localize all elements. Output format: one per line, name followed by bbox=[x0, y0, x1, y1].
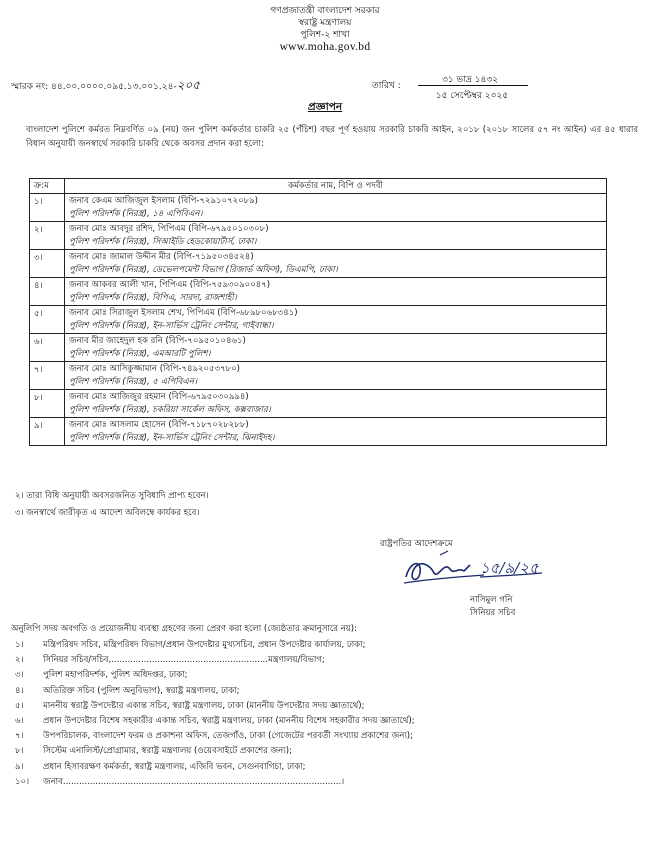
officer-name: জনাব মোঃ আজিজুর রহমান (বিপি-৬৭৯৫০৩০৯৯৪) bbox=[69, 392, 249, 402]
table-row bbox=[30, 222, 607, 250]
list-item bbox=[15, 744, 645, 759]
signatory-designation: সিনিয়র সচিব bbox=[470, 608, 516, 618]
list-item bbox=[15, 638, 645, 653]
copy-number: ৯। bbox=[15, 761, 24, 772]
list-item bbox=[15, 668, 645, 683]
date-english: ১৫ সেপ্টেম্বর ২০২৫ bbox=[435, 91, 509, 101]
officer-post: পুলিশ পরিদর্শক (নিরস্ত্র), চকরিয়া সার্কেল অফিস, কক্সবাজার। bbox=[69, 404, 271, 415]
date-bangla: ৩১ ভাদ্র ১৪৩২ bbox=[441, 75, 499, 85]
list-item bbox=[15, 760, 645, 775]
officer-name: জনাব মোঃ আবদুর রশিদ, পিপিএম (বিপি-৬৭৯৫০১০৩০৮) bbox=[69, 224, 269, 234]
officer-post: পুলিশ পরিদর্শক (নিরস্ত্র), বিপিএ, সারদা, রাজশাহী। bbox=[69, 292, 237, 303]
table-row bbox=[30, 250, 607, 278]
officer-name: জনাব মোঃ সিরাজুল ইসলাম শেখ, পিপিএম (বিপি-৬৮৯৮০৬৮৩৪১) bbox=[69, 308, 298, 318]
officer-name: জনাব আকবর আলী খান, পিপিএম (বিপি-৭৫৯৩০৯০০৪৭) bbox=[69, 280, 271, 290]
point-effective: ৩। জনস্বার্থে জারীকৃত এ আদেশ অবিলম্বে কার্যকর হবে। bbox=[15, 508, 200, 518]
row-officer-info bbox=[65, 194, 607, 222]
copy-number: ৮। bbox=[15, 746, 24, 757]
copy-number: ১০। bbox=[15, 776, 30, 787]
memo-label: স্মারক নং: bbox=[11, 82, 49, 92]
table-row bbox=[30, 418, 607, 446]
row-officer-info bbox=[65, 222, 607, 250]
row-serial: ৪। bbox=[30, 278, 65, 306]
by-order-text: রাষ্ট্রপতির আদেশক্রমে bbox=[380, 539, 453, 549]
officer-post: পুলিশ পরিদর্শক (নিরস্ত্র), ইন-সার্ভিস ট্রেনিং সেন্টার, গাইবান্ধা। bbox=[69, 320, 274, 331]
copy-recipient: সিনিয়র সচিব/সচিব,..........................................................মন্ত্রণালয়/বিভাগ; bbox=[43, 655, 325, 666]
list-item bbox=[15, 729, 645, 744]
copy-recipient: উপপরিচালক, বাংলাদেশ ফরম ও প্রকাশনা অফিস, তেজগাঁও, ঢাকা (গেজেটের পরবর্তী সংখ্যায় প্রকাশের জন্য); bbox=[43, 731, 413, 742]
row-serial: ৯। bbox=[30, 418, 65, 446]
row-officer-info bbox=[65, 390, 607, 418]
date-divider bbox=[418, 85, 528, 86]
letterhead bbox=[0, 5, 650, 53]
govt-name: গণপ্রজাতন্ত্রী বাংলাদেশ সরকার bbox=[270, 6, 380, 16]
copy-recipients-list bbox=[15, 638, 645, 790]
ministry-name: স্বরাষ্ট্র মন্ত্রণালয় bbox=[298, 18, 352, 28]
copy-recipient: সিস্টেম এনালিস্ট/প্রোগ্রামার, স্বরাষ্ট্র মন্ত্রণালয় (ওয়েবসাইটে প্রকাশের জন্য); bbox=[43, 746, 292, 757]
order-points bbox=[15, 488, 209, 522]
copy-recipient: মাননীয় স্বরাষ্ট্র উপদেষ্টার একান্ত সচিব, স্বরাষ্ট্র মন্ত্রণালয়, ঢাকা (মাননীয় উপদেষ্টার সদয় জ্ঞাতার্থে); bbox=[43, 700, 365, 711]
memo-handwritten: ২০৫ bbox=[176, 78, 201, 92]
officer-post: পুলিশ পরিদর্শক (নিরস্ত্র), ডেভেলপমেন্ট বিভাগ (রিজার্ভ অফিস), ডিএমপি, ঢাকা। bbox=[69, 264, 338, 275]
officer-name: জনাব কেএম আজিজুল ইসলাম (বিপি-৭২৯১০৭২০৮৯) bbox=[69, 196, 258, 206]
copy-recipient: প্রধান উপদেষ্টার বিশেষ সহকারীর একান্ত সচিব, স্বরাষ্ট্র মন্ত্রণালয়, ঢাকা (মাননীয় বিশেষ সহকারীর সদয় জ্ঞাতার্থে); bbox=[43, 715, 415, 726]
row-serial: ৭। bbox=[30, 362, 65, 390]
table-row bbox=[30, 390, 607, 418]
officer-name: জনাব মোঃ আসলাম হোসেন (বিপি-৭১৮৭০২৮২৮৮) bbox=[69, 420, 249, 430]
list-item bbox=[15, 684, 645, 699]
signatory-name: নাসিমুল গনি bbox=[470, 595, 513, 605]
officers-table bbox=[29, 178, 607, 446]
point-benefits: ২। তারা বিধি অনুযায়ী অবসরজনিত সুবিধাদি প্রাপ্য হবেন। bbox=[15, 491, 209, 501]
copy-number: ১। bbox=[15, 640, 24, 650]
officer-name: জনাব মোঃ আসিকুজ্জামান (বিপি-৭৪৯২০৫৩৭৮০) bbox=[69, 364, 240, 374]
copy-number: ৫। bbox=[15, 700, 24, 711]
copy-number: ৪। bbox=[15, 685, 24, 696]
row-serial: ৮। bbox=[30, 390, 65, 418]
table-header-row bbox=[30, 179, 607, 194]
officer-header: কর্মকর্তার নাম, বিপি ও পদবী bbox=[65, 179, 607, 194]
copy-number: ৩। bbox=[15, 670, 24, 681]
row-officer-info bbox=[65, 334, 607, 362]
row-officer-info bbox=[65, 362, 607, 390]
row-officer-info bbox=[65, 250, 607, 278]
copy-recipient: পুলিশ মহাপরিদর্শক, পুলিশ অধিদপ্তর, ঢাকা; bbox=[43, 670, 188, 681]
officer-post: পুলিশ পরিদর্শক (নিরস্ত্র), সিআইডি হেডকোয়ার্টার্স, ঢাকা। bbox=[69, 236, 257, 247]
row-serial: ১। bbox=[30, 194, 65, 222]
row-serial: ৫। bbox=[30, 306, 65, 334]
officer-post: পুলিশ পরিদর্শক (নিরস্ত্র), ইন-সার্ভিস ট্রেনিং সেন্টার, ঝিনাইদহ। bbox=[69, 432, 275, 443]
date-label: তারিখ : bbox=[372, 81, 401, 91]
list-item bbox=[15, 699, 645, 714]
section-name: পুলিশ-২ শাখা bbox=[300, 30, 350, 40]
row-serial: ৩। bbox=[30, 250, 65, 278]
list-item bbox=[15, 653, 645, 668]
table-row bbox=[30, 194, 607, 222]
list-item bbox=[15, 714, 645, 729]
officer-post: পুলিশ পরিদর্শক (নিরস্ত্র), ৫ এপিবিএন। bbox=[69, 376, 197, 387]
website-link[interactable]: www.moha.gov.bd bbox=[279, 41, 371, 53]
officer-post: পুলিশ পরিদর্শক (নিরস্ত্র), ১৪ এপিবিএন। bbox=[69, 208, 203, 219]
copy-recipient: জনাব.......................................................................................................। bbox=[43, 776, 345, 787]
officer-post: পুলিশ পরিদর্শক (নিরস্ত্র), এমআরটি পুলিশ। bbox=[69, 348, 211, 359]
officer-name: জনাব মীর জাহেদুল হক রনি (বিপি-৭০৯৫০১০৪৬১) bbox=[69, 336, 246, 346]
signature-scribble bbox=[400, 547, 550, 591]
copy-number: ৬। bbox=[15, 715, 24, 726]
officers-body bbox=[30, 194, 607, 446]
copy-intro-text: অনুলিপি সদয় অবগতি ও প্রয়োজনীয় ব্যবস্থা গ্রহণের জন্য প্রেরণ করা হলো (জ্যেষ্ঠতার ক্রমানুসারে নয়): bbox=[11, 624, 357, 634]
row-officer-info bbox=[65, 418, 607, 446]
copy-number: ২। bbox=[15, 655, 24, 666]
table-row bbox=[30, 362, 607, 390]
list-item bbox=[15, 775, 645, 790]
copy-recipient: প্রধান হিসাবরক্ষণ কর্মকর্তা, স্বরাষ্ট্র মন্ত্রণালয়, এজিবি ভবন, সেগুনবাগিচা, ঢাকা; bbox=[43, 761, 306, 772]
copy-recipient: মন্ত্রিপরিষদ সচিব, মন্ত্রিপরিষদ বিভাগ/প্রধান উপদেষ্টার মুখ্যসচিব, প্রধান উপদেষ্টার কার্যালয়, ঢাকা; bbox=[43, 640, 366, 650]
intro-paragraph: বাংলাদেশ পুলিশে কর্মরত নিম্নবর্ণিত ০৯ (নয়) জন পুলিশ কর্মকর্তার চাকরি ২৫ (পঁচিশ) বছর পূর্ণ হওয়ায় সরকারি চাকরি আইন, ২০১৮ (২০১৮ সালের ৫৭ নং আইন) এর ৪৫ ধারার বিধান অনুযায়ী জনস্বার্থে সরকারি চাকরি থেকে অবসর প্রদান করা হলো: bbox=[26, 125, 638, 149]
row-officer-info bbox=[65, 278, 607, 306]
notification-title: প্রজ্ঞাপন bbox=[307, 101, 343, 113]
row-serial: ২। bbox=[30, 222, 65, 250]
copy-recipient: অতিরিক্ত সচিব (পুলিশ অনুবিভাগ), স্বরাষ্ট্র মন্ত্রণালয়, ঢাকা; bbox=[43, 685, 240, 696]
signature-date: ১৫/৯/২৫ bbox=[480, 559, 539, 577]
row-serial: ৬। bbox=[30, 334, 65, 362]
memo-value: ৪৪.০০.০০০০.০৯৫.১৩.০০১.২৪- bbox=[51, 82, 177, 92]
officer-name: জনাব মোঃ জামাল উদ্দীন মীর (বিপি-৭১৯৫০৩৪৫২৪) bbox=[69, 252, 254, 262]
row-officer-info bbox=[65, 306, 607, 334]
serial-header: ক্র:ম bbox=[30, 179, 65, 194]
copy-number: ৭। bbox=[15, 731, 24, 742]
table-row bbox=[30, 306, 607, 334]
memo-number bbox=[11, 77, 200, 97]
table-row bbox=[30, 278, 607, 306]
table-row bbox=[30, 334, 607, 362]
